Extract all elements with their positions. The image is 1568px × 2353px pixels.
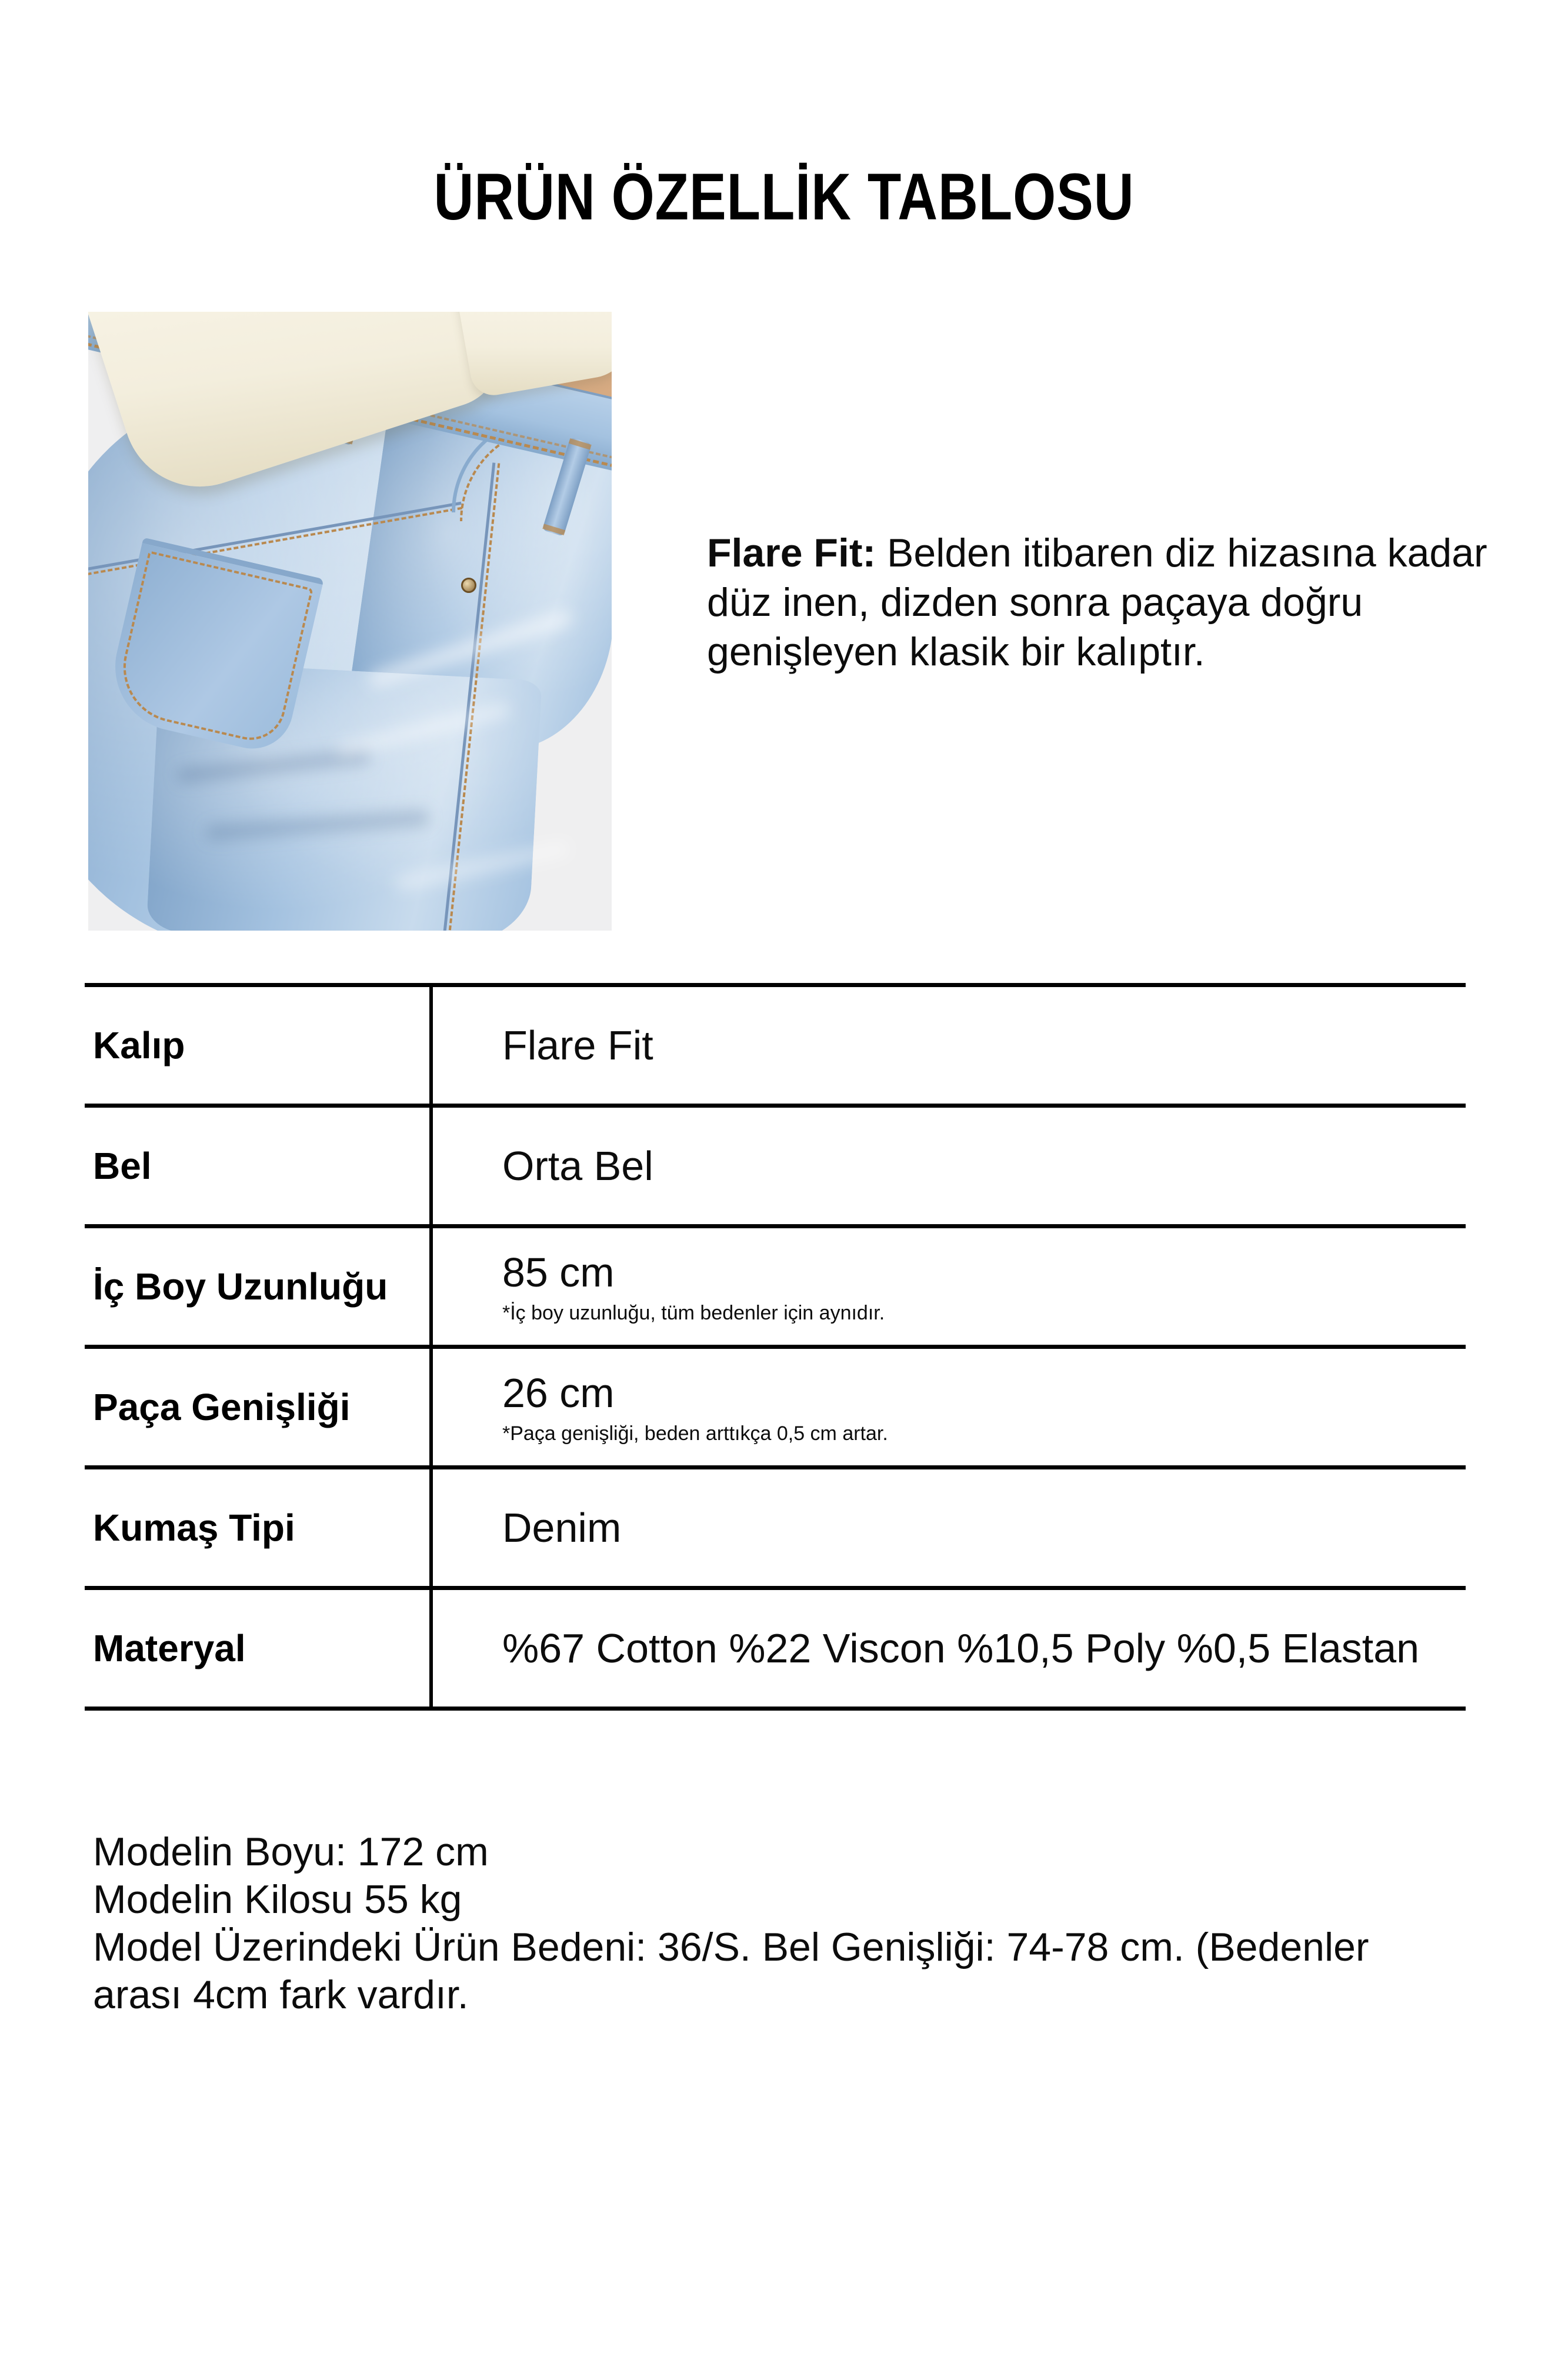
spec-value-cell	[433, 1228, 1466, 1345]
table-row	[85, 1469, 1466, 1590]
table-row	[85, 1349, 1466, 1469]
spec-value: 26 cm	[502, 1369, 615, 1416]
spec-label-cell	[85, 1228, 433, 1345]
model-info-line: Modelin Boyu: 172 cm	[93, 1829, 489, 1874]
spec-label-cell	[85, 1349, 433, 1465]
model-info-line: arası 4cm fark vardır.	[93, 1972, 469, 2017]
fit-description-label: Flare Fit:	[707, 531, 876, 575]
spec-label-cell	[85, 1590, 433, 1707]
spec-label-cell	[85, 987, 433, 1104]
spec-note: *Paça genişliği, beden arttıkça 0,5 cm artar.	[502, 1422, 888, 1445]
fit-description	[707, 528, 1548, 676]
spec-value: Denim	[502, 1505, 622, 1551]
spec-label: Paça Genişliği	[93, 1386, 351, 1428]
spec-value-cell	[433, 1349, 1466, 1465]
table-row	[85, 1228, 1466, 1349]
spec-label: Materyal	[93, 1627, 246, 1669]
table-row	[85, 1590, 1466, 1711]
spec-label: Kumaş Tipi	[93, 1507, 295, 1549]
spec-value: Flare Fit	[502, 1022, 653, 1068]
spec-value: 85 cm	[502, 1249, 615, 1295]
spec-value-cell	[433, 1108, 1466, 1224]
jeans-rivet	[461, 578, 476, 593]
table-row	[85, 987, 1466, 1108]
spec-note: *İç boy uzunluğu, tüm bedenler için aynıdır.	[502, 1301, 885, 1324]
spec-label-cell	[85, 1469, 433, 1586]
model-info-line: Modelin Kilosu 55 kg	[93, 1877, 462, 1922]
spec-label-cell	[85, 1108, 433, 1224]
product-photo	[88, 312, 612, 931]
spec-value: Orta Bel	[502, 1143, 653, 1189]
fit-description-text: Belden itibaren diz hizasına kadar düz inen, dizden sonra paçaya doğru genişleyen klasik bir kalıptır.	[707, 531, 1487, 674]
spec-label: Kalıp	[93, 1024, 185, 1066]
table-row	[85, 1108, 1466, 1228]
spec-value-cell	[433, 1469, 1466, 1586]
spec-table	[85, 983, 1466, 1711]
model-info	[93, 1828, 1369, 2019]
spec-value-cell	[433, 1590, 1466, 1707]
model-info-line: Model Üzerindeki Ürün Bedeni: 36/S. Bel Genişliği: 74-78 cm. (Bedenler	[93, 1925, 1369, 1969]
spec-label: İç Boy Uzunluğu	[93, 1265, 388, 1308]
page-title: ÜRÜN ÖZELLİK TABLOSU	[433, 160, 1135, 234]
spec-value-cell	[433, 987, 1466, 1104]
spec-value: %67 Cotton %22 Viscon %10,5 Poly %0,5 Elastan	[502, 1625, 1420, 1671]
spec-label: Bel	[93, 1145, 152, 1187]
